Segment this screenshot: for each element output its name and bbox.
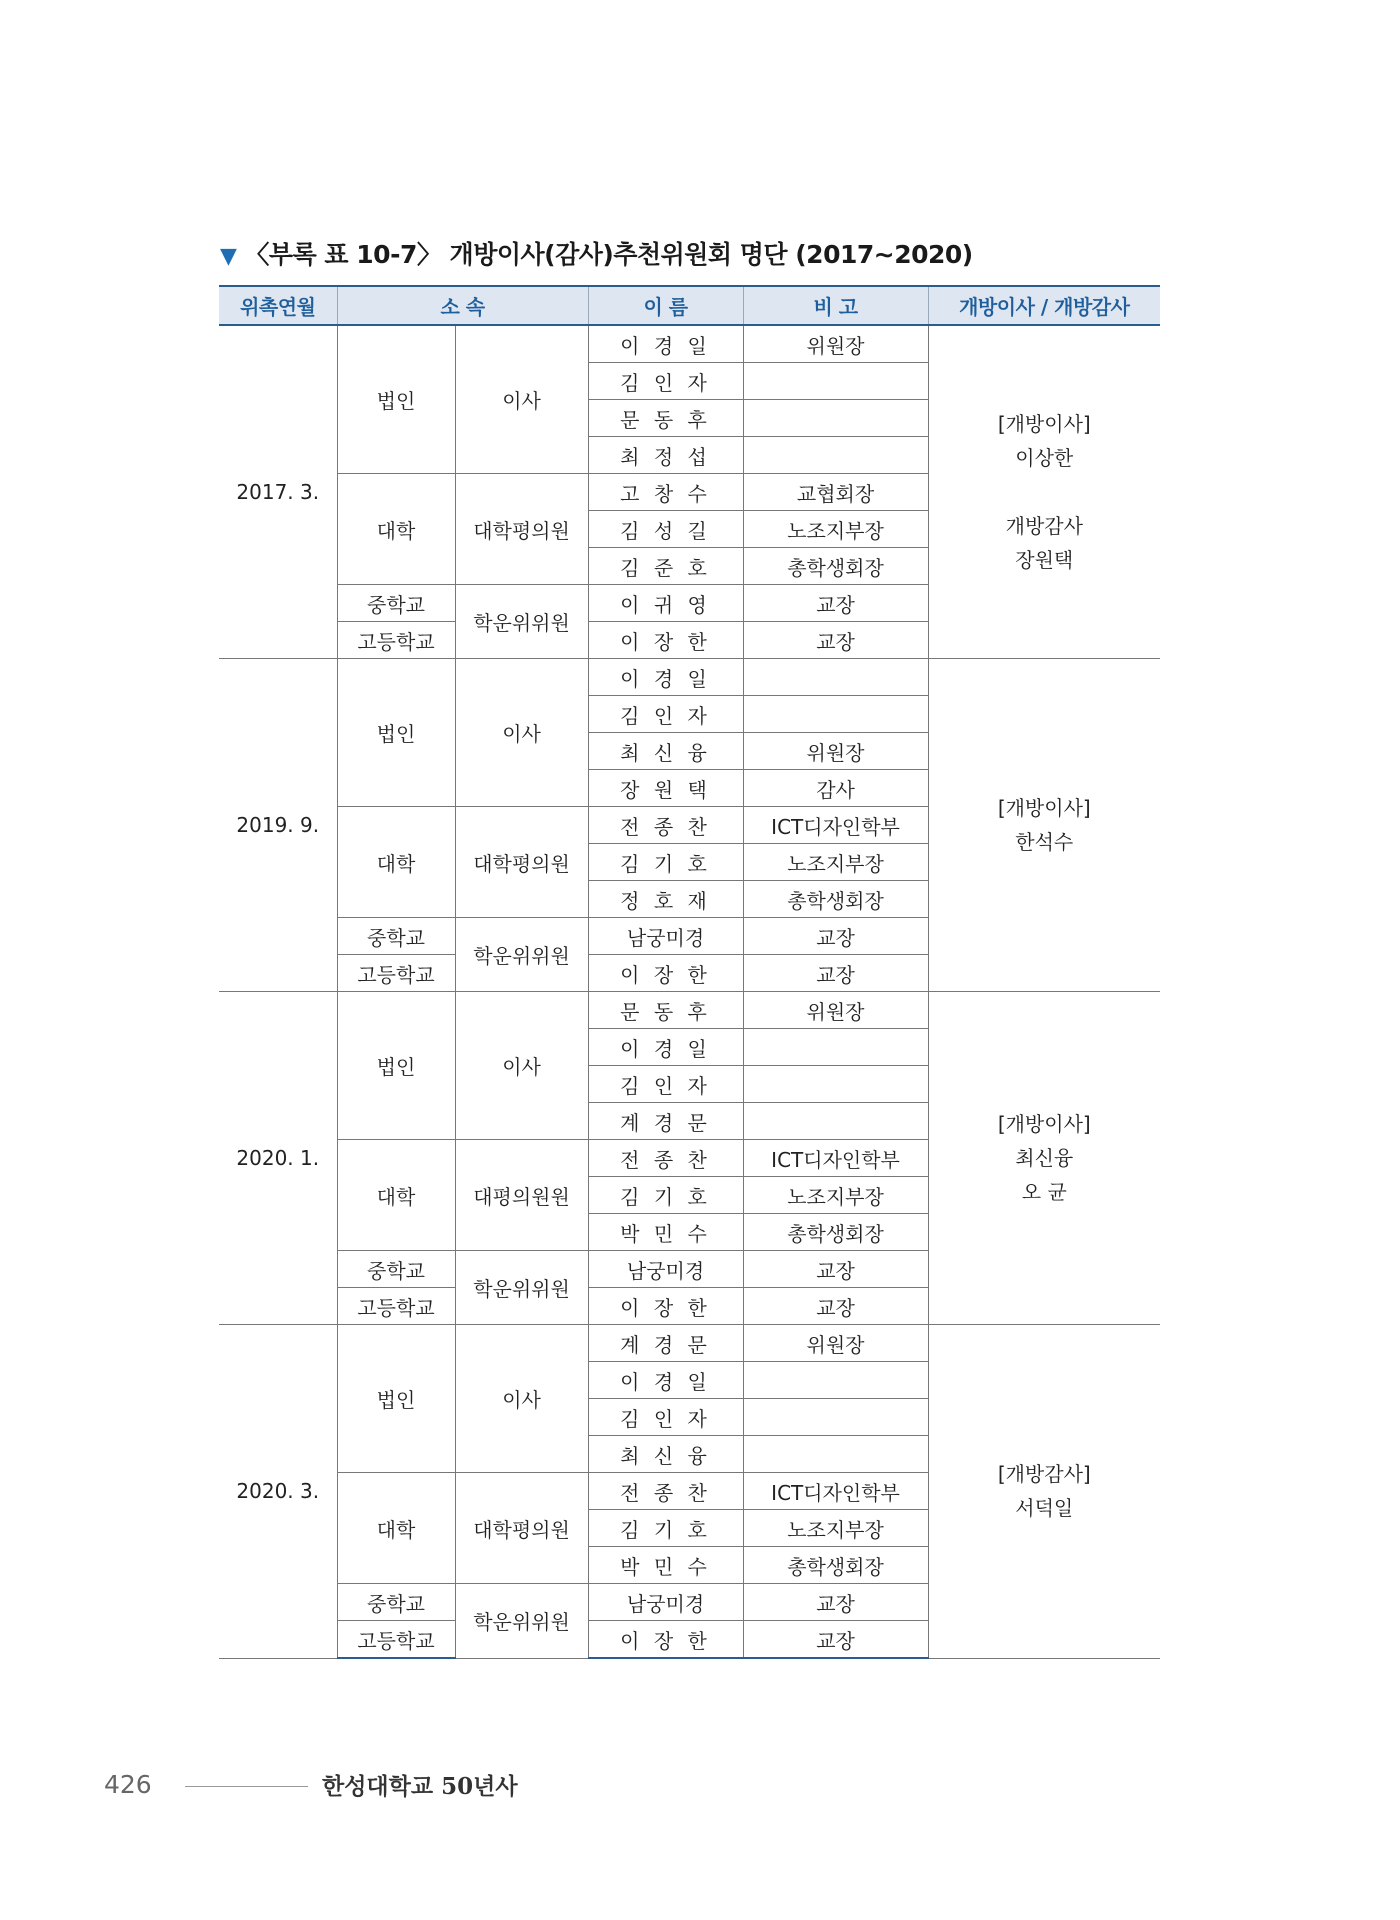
member-note: 위원장 bbox=[743, 1325, 928, 1362]
triangle-marker-icon: ▼ bbox=[220, 244, 237, 269]
member-name: 이 귀 영 bbox=[588, 585, 743, 622]
member-note: 노조지부장 bbox=[743, 1177, 928, 1214]
header-appointee: 개방이사 / 개방감사 bbox=[928, 286, 1160, 325]
member-note: 교장 bbox=[743, 1621, 928, 1659]
member-note: 총학생회장 bbox=[743, 1214, 928, 1251]
member-name: 김 기 호 bbox=[588, 1177, 743, 1214]
appointment-date: 2017. 3. bbox=[219, 325, 337, 659]
member-name: 이 경 일 bbox=[588, 659, 743, 696]
member-name: 최 신 융 bbox=[588, 1436, 743, 1473]
role-university-council: 대학평의원 bbox=[455, 474, 588, 585]
member-name: 이 장 한 bbox=[588, 622, 743, 659]
member-name: 남궁미경 bbox=[588, 918, 743, 955]
member-name: 김 인 자 bbox=[588, 696, 743, 733]
member-note bbox=[743, 696, 928, 733]
role-university-council: 대평의원원 bbox=[455, 1140, 588, 1251]
affiliation-corporation: 법인 bbox=[337, 325, 455, 474]
member-name: 이 경 일 bbox=[588, 1362, 743, 1399]
member-note bbox=[743, 1103, 928, 1140]
member-note: 교장 bbox=[743, 1584, 928, 1621]
member-name: 전 종 찬 bbox=[588, 807, 743, 844]
affiliation-middle-school: 중학교 bbox=[337, 1251, 455, 1288]
member-note: ICT디자인학부 bbox=[743, 1473, 928, 1510]
appointee-cell bbox=[928, 1325, 1160, 1659]
appointee-line: [개방이사] bbox=[997, 796, 1091, 820]
role-director: 이사 bbox=[455, 325, 588, 474]
appointment-date: 2020. 3. bbox=[219, 1325, 337, 1659]
member-name: 고 창 수 bbox=[588, 474, 743, 511]
appointee-line: [개방이사] bbox=[997, 1112, 1091, 1136]
affiliation-corporation: 법인 bbox=[337, 992, 455, 1140]
member-note: 위원장 bbox=[743, 733, 928, 770]
appointee-cell bbox=[928, 325, 1160, 659]
member-name: 이 장 한 bbox=[588, 1621, 743, 1659]
member-note bbox=[743, 659, 928, 696]
appointee-line: 장원택 bbox=[1015, 548, 1074, 572]
affiliation-corporation: 법인 bbox=[337, 659, 455, 807]
table-title-text: 〈부록 표 10-7〉 개방이사(감사)추천위원회 명단 (2017∼2020) bbox=[244, 240, 973, 269]
member-name: 전 종 찬 bbox=[588, 1473, 743, 1510]
role-director: 이사 bbox=[455, 1325, 588, 1473]
member-name: 박 민 수 bbox=[588, 1214, 743, 1251]
member-note: 교협회장 bbox=[743, 474, 928, 511]
affiliation-middle-school: 중학교 bbox=[337, 918, 455, 955]
member-note: 노조지부장 bbox=[743, 511, 928, 548]
appointee-line: [개방이사] bbox=[997, 412, 1091, 436]
member-note: ICT디자인학부 bbox=[743, 807, 928, 844]
affiliation-university: 대학 bbox=[337, 1140, 455, 1251]
member-name: 김 기 호 bbox=[588, 844, 743, 881]
member-note bbox=[743, 1066, 928, 1103]
member-note bbox=[743, 1399, 928, 1436]
table-title bbox=[220, 235, 973, 271]
member-name: 문 동 후 bbox=[588, 992, 743, 1029]
table-row bbox=[219, 325, 1160, 363]
role-director: 이사 bbox=[455, 992, 588, 1140]
appointee-line: [개방감사] bbox=[997, 1462, 1091, 1487]
affiliation-middle-school: 중학교 bbox=[337, 585, 455, 622]
member-note bbox=[743, 437, 928, 474]
header-note: 비 고 bbox=[743, 286, 928, 325]
member-name: 김 준 호 bbox=[588, 548, 743, 585]
role-school-committee: 학운위위원 bbox=[455, 1584, 588, 1659]
committee-table bbox=[219, 285, 1160, 1659]
member-note bbox=[743, 1436, 928, 1473]
member-name: 남궁미경 bbox=[588, 1584, 743, 1621]
member-note: 감사 bbox=[743, 770, 928, 807]
affiliation-university: 대학 bbox=[337, 1473, 455, 1584]
member-note: ICT디자인학부 bbox=[743, 1140, 928, 1177]
member-name: 장 원 택 bbox=[588, 770, 743, 807]
affiliation-high-school: 고등학교 bbox=[337, 1621, 455, 1659]
member-note bbox=[743, 363, 928, 400]
affiliation-middle-school: 중학교 bbox=[337, 1584, 455, 1621]
footer-divider bbox=[185, 1786, 308, 1787]
member-note: 교장 bbox=[743, 1288, 928, 1325]
member-note bbox=[743, 400, 928, 437]
member-name: 정 호 재 bbox=[588, 881, 743, 918]
member-note: 노조지부장 bbox=[743, 844, 928, 881]
member-name: 김 인 자 bbox=[588, 1066, 743, 1103]
member-name: 이 경 일 bbox=[588, 1029, 743, 1066]
member-name: 김 인 자 bbox=[588, 1399, 743, 1436]
member-note: 교장 bbox=[743, 955, 928, 992]
appointee-line: 한석수 bbox=[1015, 830, 1074, 854]
header-name: 이 름 bbox=[588, 286, 743, 325]
appointment-date: 2019. 9. bbox=[219, 659, 337, 992]
table-header-row bbox=[219, 286, 1160, 325]
member-name: 김 성 길 bbox=[588, 511, 743, 548]
member-name: 최 정 섭 bbox=[588, 437, 743, 474]
member-name: 박 민 수 bbox=[588, 1547, 743, 1584]
affiliation-university: 대학 bbox=[337, 807, 455, 918]
appointee-line bbox=[929, 475, 1161, 509]
affiliation-high-school: 고등학교 bbox=[337, 622, 455, 659]
appointee-cell bbox=[928, 659, 1160, 992]
role-school-committee: 학운위위원 bbox=[455, 585, 588, 659]
member-note: 교장 bbox=[743, 1251, 928, 1288]
member-name: 남궁미경 bbox=[588, 1251, 743, 1288]
member-note: 총학생회장 bbox=[743, 881, 928, 918]
appointee-line: 개방감사 bbox=[1005, 514, 1083, 538]
role-university-council: 대학평의원 bbox=[455, 1473, 588, 1584]
affiliation-corporation: 법인 bbox=[337, 1325, 455, 1473]
role-university-council: 대학평의원 bbox=[455, 807, 588, 918]
appointee-cell bbox=[928, 992, 1160, 1325]
table-row bbox=[219, 659, 1160, 696]
member-name: 이 장 한 bbox=[588, 955, 743, 992]
member-name: 이 경 일 bbox=[588, 325, 743, 363]
appointee-line: 최신융 bbox=[1015, 1146, 1074, 1170]
member-note: 총학생회장 bbox=[743, 548, 928, 585]
member-note: 총학생회장 bbox=[743, 1547, 928, 1584]
page-number: 426 bbox=[104, 1770, 152, 1799]
member-name: 계 경 문 bbox=[588, 1103, 743, 1140]
affiliation-high-school: 고등학교 bbox=[337, 955, 455, 992]
member-note: 위원장 bbox=[743, 325, 928, 363]
appointee-line: 이상한 bbox=[1015, 446, 1074, 470]
header-affiliation: 소 속 bbox=[337, 286, 588, 325]
member-name: 계 경 문 bbox=[588, 1325, 743, 1362]
member-note: 노조지부장 bbox=[743, 1510, 928, 1547]
appointee-line: 오 균 bbox=[1021, 1180, 1067, 1204]
member-note bbox=[743, 1362, 928, 1399]
member-name: 문 동 후 bbox=[588, 400, 743, 437]
member-name: 전 종 찬 bbox=[588, 1140, 743, 1177]
table-row bbox=[219, 1325, 1160, 1362]
member-note: 교장 bbox=[743, 585, 928, 622]
member-note: 위원장 bbox=[743, 992, 928, 1029]
book-title: 한성대학교 50년사 bbox=[322, 1773, 518, 1800]
member-name: 최 신 융 bbox=[588, 733, 743, 770]
member-name: 김 기 호 bbox=[588, 1510, 743, 1547]
member-note: 교장 bbox=[743, 622, 928, 659]
header-date: 위촉연월 bbox=[219, 286, 337, 325]
appointment-date: 2020. 1. bbox=[219, 992, 337, 1325]
role-school-committee: 학운위위원 bbox=[455, 918, 588, 992]
table-body bbox=[219, 325, 1160, 1658]
table-row bbox=[219, 992, 1160, 1029]
member-note bbox=[743, 1029, 928, 1066]
member-name: 이 장 한 bbox=[588, 1288, 743, 1325]
affiliation-university: 대학 bbox=[337, 474, 455, 585]
appointee-line: 서덕일 bbox=[1015, 1496, 1074, 1521]
member-name: 김 인 자 bbox=[588, 363, 743, 400]
role-school-committee: 학운위위원 bbox=[455, 1251, 588, 1325]
member-note: 교장 bbox=[743, 918, 928, 955]
affiliation-high-school: 고등학교 bbox=[337, 1288, 455, 1325]
role-director: 이사 bbox=[455, 659, 588, 807]
